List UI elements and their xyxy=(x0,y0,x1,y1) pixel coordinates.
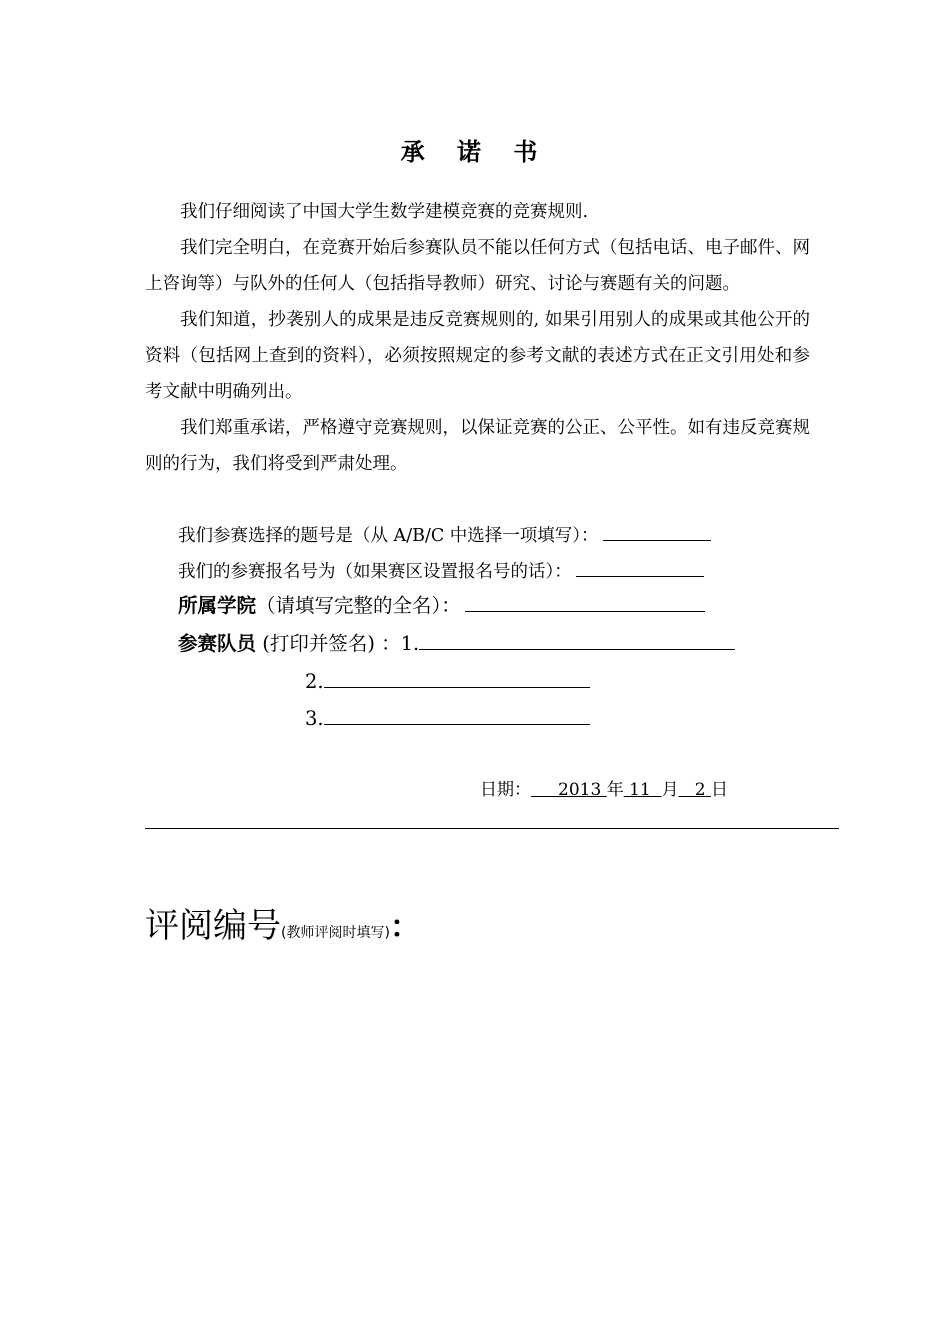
members-label: 参赛队员 xyxy=(178,632,257,655)
date-row xyxy=(480,775,728,805)
members-row xyxy=(178,629,735,659)
member-1-field[interactable] xyxy=(419,629,735,650)
member-3-row xyxy=(305,704,590,734)
paragraph-3: 我们知道，抄袭别人的成果是违反竞赛规则的, 如果引用别人的成果或其他公开的资料（包括网上查到的资料），必须按照规定的参考文献的表述方式在正文引用处和参考文献中明确列出。 xyxy=(145,310,810,402)
date-month[interactable]: 11 xyxy=(629,780,651,800)
date-day[interactable]: 2 xyxy=(694,780,706,800)
member-3-field[interactable] xyxy=(324,704,590,725)
member-2-field[interactable] xyxy=(324,667,590,688)
problem-number-field[interactable] xyxy=(603,520,711,541)
review-number-note: (教师评阅时填写) xyxy=(281,925,390,941)
registration-number-label: 我们的参赛报名号为（如果赛区设置报名号的话）： xyxy=(178,562,572,582)
date-label: 日期： xyxy=(480,780,531,800)
review-number-colon: ： xyxy=(389,910,420,945)
member-2-number: 2. xyxy=(305,670,324,693)
registration-number-field[interactable] xyxy=(576,556,704,577)
review-number-heading xyxy=(145,898,420,947)
member-3-number: 3. xyxy=(305,707,324,730)
date-year[interactable]: 2013 xyxy=(558,780,602,800)
page-title: 承 诺 书 xyxy=(400,137,550,166)
member-1-number: 1. xyxy=(400,632,420,655)
problem-number-label: 我们参赛选择的题号是（从 A/B/C 中选择一项填写）： xyxy=(178,526,599,546)
section-divider xyxy=(145,828,839,829)
college-field[interactable] xyxy=(465,591,705,612)
college-label: 所属学院 xyxy=(178,594,257,617)
members-label-note: (打印并签名) ： xyxy=(256,632,401,655)
paragraph-2: 我们完全明白，在竞赛开始后参赛队员不能以任何方式（包括电话、电子邮件、网上咨询等）与队外的任何人（包括指导教师）研究、讨论与赛题有关的问题。 xyxy=(145,238,810,294)
date-month-unit: 月 xyxy=(661,780,679,800)
date-year-unit: 年 xyxy=(606,780,624,800)
problem-number-row xyxy=(178,520,711,551)
review-number-title: 评阅编号 xyxy=(145,906,281,946)
paragraph-1: 我们仔细阅读了中国大学生数学建模竞赛的竞赛规则. xyxy=(180,202,589,222)
college-row xyxy=(178,591,705,621)
registration-number-row xyxy=(178,556,704,587)
member-2-row xyxy=(305,667,590,697)
date-day-unit: 日 xyxy=(711,780,729,800)
college-label-note: （请填写完整的全名）： xyxy=(256,594,461,617)
paragraph-4: 我们郑重承诺，严格遵守竞赛规则，以保证竞赛的公正、公平性。如有违反竞赛规则的行为，我们将受到严肃处理。 xyxy=(145,418,810,474)
